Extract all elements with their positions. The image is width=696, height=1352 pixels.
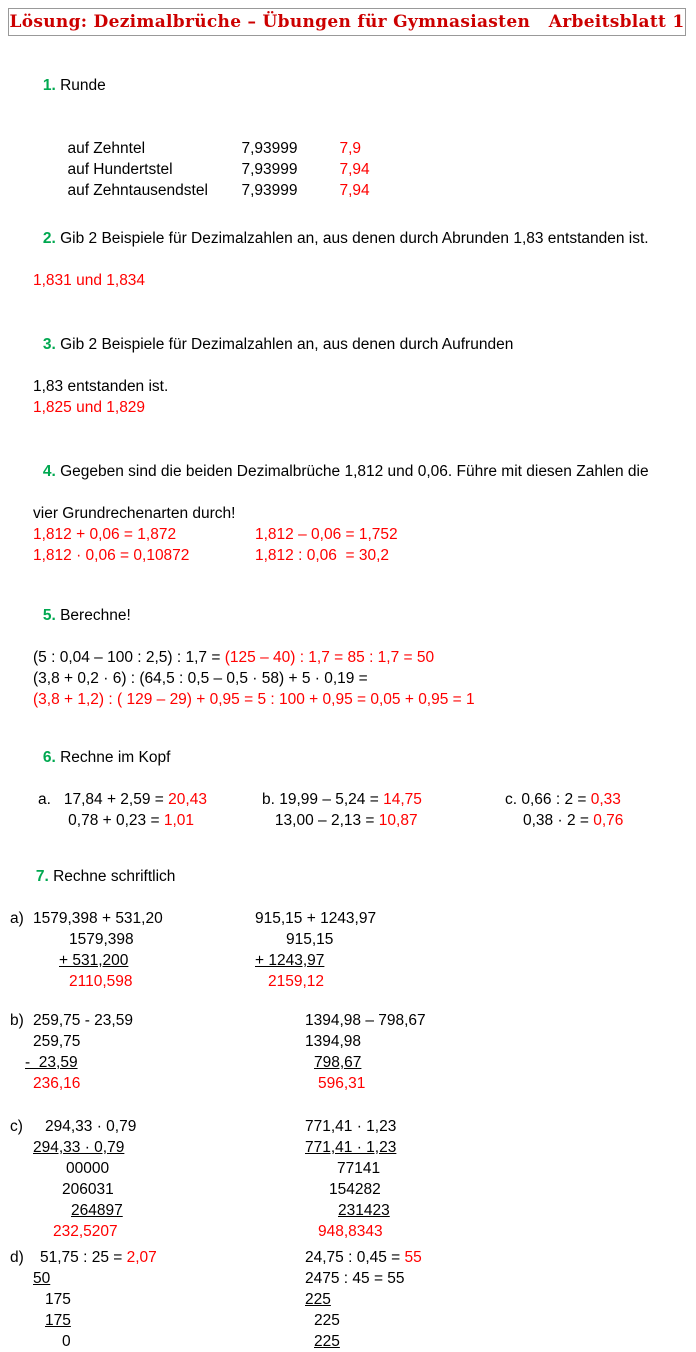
- exercise-6-number: 6.: [42, 749, 56, 766]
- worksheet-title-box: [8, 8, 686, 36]
- part-letter: d): [10, 1249, 24, 1266]
- exercise-6-prompt: Rechne im Kopf: [60, 749, 171, 766]
- part-d-left-answer: 2,07: [126, 1249, 157, 1266]
- round-label: auf Zehntausendstel: [67, 182, 208, 199]
- exercise-4-answer: 1,812 + 0,06 = 1,872: [33, 526, 177, 543]
- item-expression: 17,84 + 2,59 =: [63, 791, 169, 808]
- exercise-3-heading: [0, 313, 696, 376]
- part-d-left-expression: 51,75 : 25 =: [40, 1249, 127, 1266]
- exercise-6-heading: [0, 726, 696, 789]
- exercise-6-column-b-row-1: [262, 789, 422, 810]
- part-a-right-result: 2159,12: [268, 973, 325, 990]
- exercise-2-answer: 1,831 und 1,834: [33, 272, 146, 289]
- exercise-4-prompt-line1: Gegeben sind die beiden Dezimalbrüche 1,812 und 0,06. Führe mit diesen Zahlen die: [60, 463, 649, 480]
- exercise-3-number: 3.: [42, 336, 56, 353]
- exercise-4-answers: [0, 524, 696, 566]
- part-a-right-line: 915,15: [286, 931, 334, 948]
- part-c-left-line: 206031: [62, 1181, 114, 1198]
- exercise-7-part-c: [0, 1116, 696, 1240]
- item-label: b.: [262, 791, 280, 808]
- part-b-right-header: 1394,98 – 798,67: [305, 1012, 426, 1029]
- round-value: 7,93999: [241, 182, 298, 199]
- part-d-right-answer: 55: [404, 1249, 422, 1266]
- part-b-left-line: - 23,59: [25, 1054, 78, 1071]
- exercise-6: [0, 726, 696, 831]
- part-a-right-header: 915,15 + 1243,97: [255, 910, 377, 927]
- exercise-7-part-d: [0, 1247, 696, 1350]
- exercise-4-answer: 1,812 · 0,06 = 0,10872: [33, 547, 190, 564]
- exercise-4-answer: 1,812 : 0,06 = 30,2: [255, 547, 390, 564]
- exercise-6-column-c-row-2: [523, 810, 623, 831]
- exercise-1-number: 1.: [42, 77, 56, 94]
- part-c-left-line: 264897: [71, 1202, 123, 1219]
- exercise-2-heading: [0, 207, 696, 270]
- round-value: 7,93999: [241, 161, 298, 178]
- exercise-1-prompt: Runde: [60, 77, 106, 94]
- exercise-4: [0, 440, 696, 566]
- exercise-2-number: 2.: [42, 230, 56, 247]
- exercise-5-line-1: [0, 647, 696, 668]
- exercise-7-part-a: [0, 908, 696, 992]
- exercise-5-number: 5.: [42, 607, 56, 624]
- exercise-7-number: 7.: [35, 868, 49, 885]
- worksheet-body: [0, 44, 696, 1350]
- part-b-left-line: 259,75: [33, 1033, 81, 1050]
- part-d-right-line: 225: [314, 1333, 340, 1350]
- item-expression: 0,66 : 2 =: [521, 791, 591, 808]
- exercise-1: [0, 54, 696, 199]
- exercise-5-heading: [0, 584, 696, 647]
- part-d-left-line: 175: [45, 1312, 71, 1329]
- exercise-7-prompt: Rechne schriftlich: [53, 868, 176, 885]
- exercise-2: [0, 207, 696, 291]
- part-a-left-header: 1579,398 + 531,20: [33, 910, 163, 927]
- part-c-right-line: 771,41 · 1,23: [305, 1139, 397, 1156]
- round-label: auf Zehntel: [67, 140, 146, 157]
- exercise-6-columns: [0, 789, 696, 831]
- exercise-6-column-a-row-1: [38, 789, 207, 810]
- exercise-5-line-1-black: (5 : 0,04 – 100 : 2,5) : 1,7 =: [33, 649, 225, 666]
- exercise-1-table: [0, 117, 696, 199]
- part-a-left-result: 2110,598: [69, 973, 133, 990]
- round-answer: 7,94: [339, 161, 370, 178]
- item-expression: 0,78 + 0,23 =: [59, 812, 164, 829]
- exercise-5-line-1-red: (125 – 40) : 1,7 = 85 : 1,7 = 50: [224, 649, 435, 666]
- exercise-4-heading: [0, 440, 696, 503]
- part-b-left-result: 236,16: [33, 1075, 81, 1092]
- exercise-5-line-3: (3,8 + 1,2) : ( 129 – 29) + 0,95 = 5 : 100 + 0,95 = 0,05 + 0,95 = 1: [33, 691, 475, 708]
- part-d-right-header: [305, 1247, 422, 1268]
- item-answer: 1,01: [163, 812, 194, 829]
- part-d-right-line: 2475 : 45 = 55: [305, 1270, 405, 1287]
- exercise-7-part-b: [0, 1010, 696, 1094]
- part-c-left-line: 00000: [66, 1160, 110, 1177]
- part-c-left-line: 294,33 · 0,79: [33, 1139, 125, 1156]
- part-d-left-line: 50: [33, 1270, 51, 1287]
- exercise-3: [0, 313, 696, 418]
- part-c-left-header: 294,33 · 0,79: [45, 1118, 137, 1135]
- item-expression: 0,38 · 2 =: [523, 812, 594, 829]
- part-letter: c): [10, 1118, 23, 1135]
- part-b-right-line: 1394,98: [305, 1033, 362, 1050]
- item-label: [262, 812, 275, 829]
- part-c-right-result: 948,8343: [318, 1223, 383, 1240]
- part-b-right-line: 798,67: [314, 1054, 362, 1071]
- part-b-left-header: 259,75 - 23,59: [33, 1012, 133, 1029]
- round-value: 7,93999: [241, 140, 298, 157]
- part-c-right-header: 771,41 · 1,23: [305, 1118, 397, 1135]
- exercise-7: [0, 845, 696, 1350]
- page-title: Lösung: Dezimalbrüche – Übungen für Gymnasiasten Arbeitsblatt 1: [9, 12, 685, 32]
- part-c-left-result: 232,5207: [53, 1223, 118, 1240]
- item-expression: 13,00 – 2,13 =: [274, 812, 379, 829]
- round-answer: 7,94: [339, 182, 370, 199]
- part-letter: b): [10, 1012, 24, 1029]
- item-expression: 19,99 – 5,24 =: [279, 791, 384, 808]
- exercise-3-prompt-line2: 1,83 entstanden ist.: [33, 378, 169, 395]
- part-a-left-line: + 531,200: [59, 952, 129, 969]
- item-answer: 20,43: [168, 791, 207, 808]
- item-label: a.: [38, 791, 64, 808]
- part-c-right-line: 77141: [337, 1160, 381, 1177]
- exercise-3-answer: 1,825 und 1,829: [33, 399, 146, 416]
- round-label: auf Hundertstel: [67, 161, 173, 178]
- exercise-3-prompt-line1: Gib 2 Beispiele für Dezimalzahlen an, aus denen durch Aufrunden: [60, 336, 514, 353]
- exercise-6-column-c-row-1: [505, 789, 621, 810]
- part-d-left-line: 175: [45, 1291, 71, 1308]
- part-c-right-line: 154282: [329, 1181, 381, 1198]
- exercise-1-heading: [0, 54, 696, 117]
- item-answer: 0,33: [590, 791, 621, 808]
- item-label: c.: [505, 791, 522, 808]
- exercise-6-column-a-row-2: [38, 810, 194, 831]
- part-d-right-line: 225: [305, 1291, 331, 1308]
- exercise-5: [0, 584, 696, 710]
- item-answer: 10,87: [378, 812, 418, 829]
- part-b-right-result: 596,31: [318, 1075, 366, 1092]
- part-d-right-line: 225: [314, 1312, 340, 1329]
- part-d-right-expression: 24,75 : 0,45 =: [305, 1249, 405, 1266]
- exercise-4-answer: 1,812 – 0,06 = 1,752: [255, 526, 398, 543]
- part-letter: a): [10, 910, 24, 927]
- exercise-2-prompt: Gib 2 Beispiele für Dezimalzahlen an, aus denen durch Abrunden 1,83 entstanden ist.: [60, 230, 649, 247]
- part-c-right-line: 231423: [338, 1202, 390, 1219]
- part-a-left-line: 1579,398: [69, 931, 134, 948]
- part-d-left-line: 0: [62, 1333, 71, 1350]
- exercise-4-number: 4.: [42, 463, 56, 480]
- part-a-right-line: + 1243,97: [255, 952, 325, 969]
- exercise-6-column-b-row-2: [262, 810, 418, 831]
- exercise-4-prompt-line2: vier Grundrechenarten durch!: [33, 505, 236, 522]
- round-answer: 7,9: [339, 140, 362, 157]
- item-answer: 0,76: [593, 812, 624, 829]
- exercise-5-line-2: (3,8 + 0,2 · 6) : (64,5 : 0,5 – 0,5 · 58) + 5 · 0,19 =: [33, 670, 368, 687]
- exercise-7-heading: [0, 845, 696, 908]
- item-label: [38, 812, 60, 829]
- item-answer: 14,75: [383, 791, 422, 808]
- part-d-left-header: [40, 1247, 157, 1268]
- exercise-5-prompt: Berechne!: [60, 607, 131, 624]
